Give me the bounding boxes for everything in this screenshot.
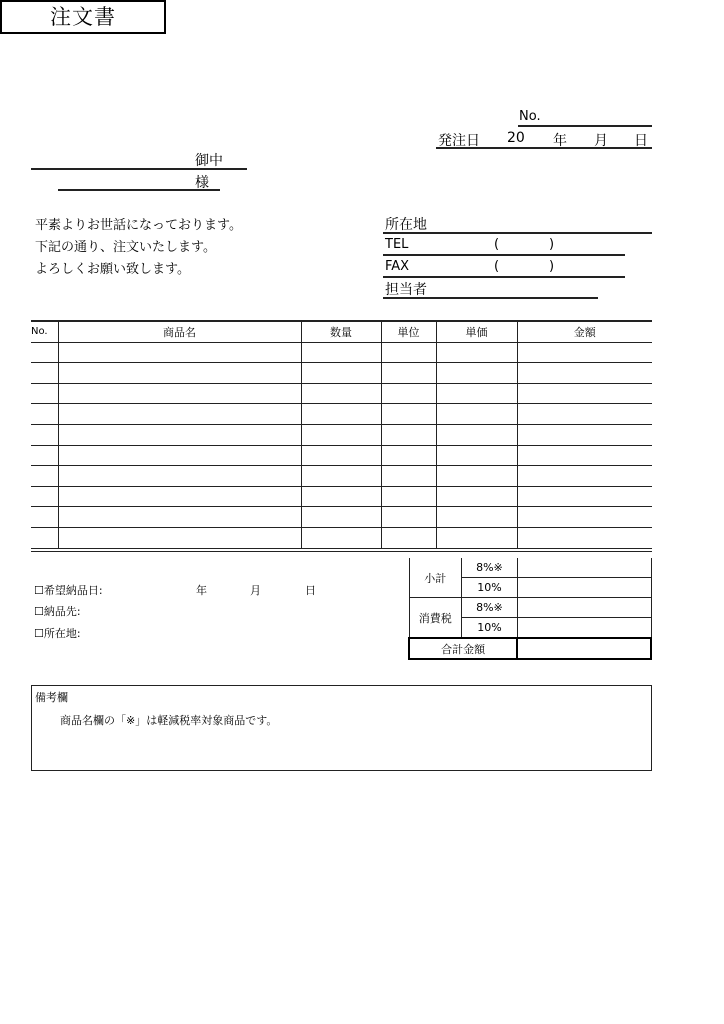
cell-unit[interactable] xyxy=(381,383,436,404)
cell-quantity[interactable] xyxy=(301,363,381,384)
cell-quantity[interactable] xyxy=(301,404,381,425)
header-product: 商品名 xyxy=(58,321,301,342)
fax-label: FAX xyxy=(385,259,410,274)
tax-8-label: 8%※ xyxy=(462,598,518,618)
cell-unit-price[interactable] xyxy=(436,424,517,445)
cell-unit[interactable] xyxy=(381,507,436,528)
subtotal-10-value[interactable] xyxy=(517,578,651,598)
cell-no[interactable] xyxy=(31,363,58,384)
table-row xyxy=(31,486,652,507)
cell-product[interactable] xyxy=(58,527,301,549)
cell-unit-price[interactable] xyxy=(436,383,517,404)
table-row xyxy=(31,383,652,404)
cell-quantity[interactable] xyxy=(301,527,381,549)
delivery-address-label: ☐所在地: xyxy=(34,627,81,640)
cell-amount[interactable] xyxy=(517,342,652,363)
cell-amount[interactable] xyxy=(517,363,652,384)
tel-label: TEL xyxy=(385,237,409,252)
cell-amount[interactable] xyxy=(517,404,652,425)
desired-date-month: 月 xyxy=(250,584,261,597)
order-date-era: 20 xyxy=(507,130,525,146)
cell-unit[interactable] xyxy=(381,424,436,445)
subtotal-8-label: 8%※ xyxy=(462,558,518,578)
cell-unit-price[interactable] xyxy=(436,363,517,384)
table-row xyxy=(31,363,652,384)
cell-unit-price[interactable] xyxy=(436,466,517,487)
cell-unit-price[interactable] xyxy=(436,486,517,507)
greeting-line-1: 平素よりお世話になっております。 xyxy=(35,218,242,233)
table-row xyxy=(31,527,652,549)
cell-quantity[interactable] xyxy=(301,383,381,404)
cell-amount[interactable] xyxy=(517,486,652,507)
tax-10-label: 10% xyxy=(462,618,518,639)
header-amount: 金額 xyxy=(517,321,652,342)
tax-8-value[interactable] xyxy=(517,598,651,618)
cell-unit[interactable] xyxy=(381,466,436,487)
fax-field[interactable] xyxy=(383,276,625,278)
document-title: 注文書 xyxy=(0,0,166,34)
cell-unit-price[interactable] xyxy=(436,445,517,466)
cell-product[interactable] xyxy=(58,383,301,404)
total-value[interactable] xyxy=(517,638,651,659)
cell-unit-price[interactable] xyxy=(436,342,517,363)
cell-quantity[interactable] xyxy=(301,466,381,487)
cell-amount[interactable] xyxy=(517,445,652,466)
cell-unit-price[interactable] xyxy=(436,404,517,425)
cell-no[interactable] xyxy=(31,342,58,363)
table-row xyxy=(31,404,652,425)
cell-amount[interactable] xyxy=(517,507,652,528)
cell-product[interactable] xyxy=(58,404,301,425)
subtotal-10-label: 10% xyxy=(462,578,518,598)
remarks-label: 備考欄 xyxy=(35,691,68,704)
cell-product[interactable] xyxy=(58,424,301,445)
tel-field[interactable] xyxy=(383,254,625,256)
cell-unit[interactable] xyxy=(381,527,436,549)
order-date-label: 発注日 xyxy=(438,133,480,149)
table-row xyxy=(31,445,652,466)
cell-no[interactable] xyxy=(31,527,58,549)
person-in-charge-label: 担当者 xyxy=(385,282,427,298)
tel-paren-open: ( xyxy=(494,237,500,252)
subtotal-8-value[interactable] xyxy=(517,558,651,578)
cell-no[interactable] xyxy=(31,507,58,528)
header-unit-price: 単価 xyxy=(436,321,517,342)
items-table xyxy=(31,320,652,552)
cell-product[interactable] xyxy=(58,486,301,507)
cell-no[interactable] xyxy=(31,445,58,466)
fax-paren-open: ( xyxy=(494,259,500,274)
person-in-charge-field[interactable] xyxy=(383,297,598,299)
order-date-year: 年 xyxy=(553,133,567,149)
greeting-line-2: 下記の通り、注文いたします。 xyxy=(35,240,216,255)
cell-product[interactable] xyxy=(58,507,301,528)
sama-label: 様 xyxy=(195,175,209,191)
cell-unit[interactable] xyxy=(381,363,436,384)
cell-unit[interactable] xyxy=(381,342,436,363)
cell-quantity[interactable] xyxy=(301,507,381,528)
tax-10-value[interactable] xyxy=(517,618,651,639)
sender-address-label: 所在地 xyxy=(385,217,427,233)
order-date-field[interactable] xyxy=(436,147,652,149)
greeting-line-3: よろしくお願い致します。 xyxy=(35,262,190,277)
cell-product[interactable] xyxy=(58,445,301,466)
cell-no[interactable] xyxy=(31,383,58,404)
cell-unit-price[interactable] xyxy=(436,507,517,528)
remarks-box[interactable] xyxy=(31,685,652,771)
table-row xyxy=(31,466,652,487)
order-number-label: No. xyxy=(519,109,541,124)
company-name-field[interactable] xyxy=(31,168,247,170)
header-no: No. xyxy=(31,321,58,342)
tax-label: 消費税 xyxy=(409,598,462,639)
table-row xyxy=(31,342,652,363)
fax-paren-close: ) xyxy=(549,259,555,274)
cell-no[interactable] xyxy=(31,404,58,425)
cell-amount[interactable] xyxy=(517,527,652,549)
cell-product[interactable] xyxy=(58,363,301,384)
cell-no[interactable] xyxy=(31,424,58,445)
header-unit: 単位 xyxy=(381,321,436,342)
table-row xyxy=(31,424,652,445)
order-date-day: 日 xyxy=(634,133,648,149)
total-label: 合計金額 xyxy=(409,638,517,659)
cell-product[interactable] xyxy=(58,342,301,363)
cell-amount[interactable] xyxy=(517,424,652,445)
cell-product[interactable] xyxy=(58,466,301,487)
cell-quantity[interactable] xyxy=(301,486,381,507)
desired-date-day: 日 xyxy=(305,584,316,597)
cell-no[interactable] xyxy=(31,486,58,507)
summary-table xyxy=(408,558,652,660)
table-header-row xyxy=(31,321,652,342)
cell-no[interactable] xyxy=(31,466,58,487)
person-name-field[interactable] xyxy=(58,189,220,191)
remarks-note: 商品名欄の「※」は軽減税率対象商品です。 xyxy=(60,714,278,727)
cell-unit[interactable] xyxy=(381,404,436,425)
cell-amount[interactable] xyxy=(517,383,652,404)
header-quantity: 数量 xyxy=(301,321,381,342)
cell-quantity[interactable] xyxy=(301,424,381,445)
cell-amount[interactable] xyxy=(517,466,652,487)
sender-address-field[interactable] xyxy=(383,232,652,234)
table-row xyxy=(31,507,652,528)
desired-date-label: ☐希望納品日: xyxy=(34,584,103,597)
tel-paren-close: ) xyxy=(549,237,555,252)
subtotal-label: 小計 xyxy=(409,558,462,598)
cell-unit[interactable] xyxy=(381,445,436,466)
cell-quantity[interactable] xyxy=(301,342,381,363)
cell-unit[interactable] xyxy=(381,486,436,507)
cell-unit-price[interactable] xyxy=(436,527,517,549)
desired-date-year: 年 xyxy=(196,584,207,597)
order-date-month: 月 xyxy=(594,133,608,149)
order-number-field[interactable] xyxy=(518,125,652,127)
destination-label: ☐納品先: xyxy=(34,605,81,618)
onchu-label: 御中 xyxy=(195,153,223,169)
cell-quantity[interactable] xyxy=(301,445,381,466)
